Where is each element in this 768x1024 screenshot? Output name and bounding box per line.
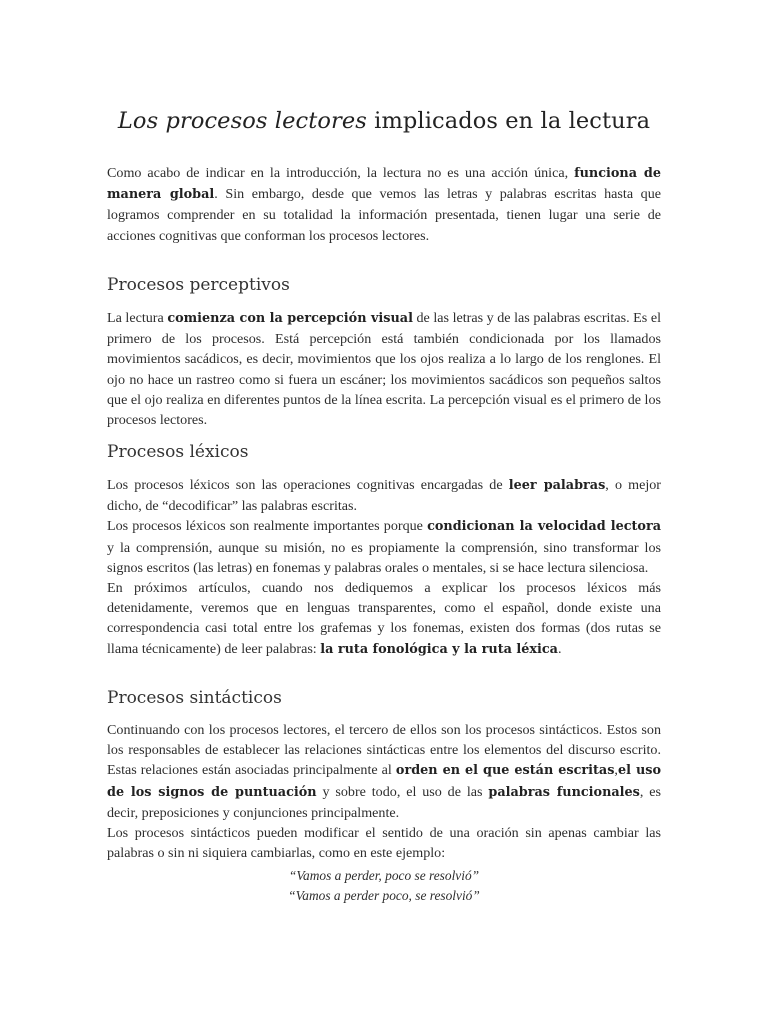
lexicos-p2-text-1: Los procesos léxicos son realmente importantes porque [107,518,428,535]
lexicos-body [107,475,661,660]
lexicos-p3-bold-1: la ruta fonológica y la ruta léxica [320,641,558,657]
intro-bold-1: funciona de manera global [107,166,661,203]
lexicos-p3-text-2: . [557,640,562,657]
lexicos-paragraph-2 [107,516,661,578]
sintacticos-p1-bold-1: orden en el que están escritas [395,763,615,779]
section-heading-lexicos: Procesos léxicos [107,442,249,462]
section-heading-sintacticos: Procesos sintácticos [107,688,282,708]
lexicos-p2-bold-1: condicionan la velocidad lectora [427,519,661,535]
sintacticos-p1-text-1: Continuando con los procesos lectores, el tercero de ellos son los procesos sintácticos. Estos son los responsables de establecer las relaciones sintácticas entre los elementos del discurso escrito. Estas relaciones están asociadas principalmente al [107,722,661,779]
lexicos-p1-text-1: Los procesos léxicos son las operaciones cognitivas encargadas de [107,477,509,493]
lexicos-paragraph-3 [107,578,661,660]
perceptivos-text-1: La lectura [107,310,168,326]
title-rest: implicados en la lectura [366,108,651,134]
sintacticos-p1-text-2: , [614,762,618,779]
page-title [0,108,768,134]
lexicos-p1-bold-1: leer palabras [508,478,606,493]
sintacticos-p1-text-3: y sobre todo, el uso de las [316,783,489,800]
example-quote-2: “Vamos a perder poco, se resolvió” [288,888,480,903]
intro-paragraph [107,163,661,246]
lexicos-p1-text-2: , o mejor dicho, de “decodificar” las palabras escritas. [107,477,662,515]
perceptivos-bold-1: comienza con la percepción visual [167,311,413,326]
sintacticos-p1-text-4: , es decir, preposiciones y conjunciones principalmente. [107,783,662,821]
sintacticos-paragraph-1 [107,720,661,823]
sintacticos-paragraph-2: Los procesos sintácticos pueden modificar el sentido de una oración sin apenas cambiar las palabras o sin ni siquiera cambiarlas, como en este ejemplo: [107,825,661,862]
intro-text-1: Como acabo de indicar en la introducción, la lectura no es una acción única, [107,165,575,181]
perceptivos-text-2: de las letras y de las palabras escritas. Es el primero de los procesos. Está percepción está también condicionada por los llamados movimientos sacádicos, es decir, movimientos que los ojos realiza a lo largo de los renglones. El ojo no hace un rastreo como si fuera un escáner; los movimientos sacádicos son pequeños saltos que el ojo realiza en diferentes puntos de la línea escrita. La percepción visual es el primero de los procesos lectores. [107,310,661,429]
lexicos-p2-text-2: y la comprensión, aunque su misión, no es propiamente la comprensión, sino transformar los signos escritos (las letras) en fonemas y palabras orales o mentales, si se hace lectura silenciosa. [107,539,661,576]
sintacticos-body [107,720,661,863]
sintacticos-p1-bold-2: el uso de los signos de puntuación [107,763,661,800]
sintacticos-p1-bold-3: palabras funcionales [488,784,640,800]
lexicos-p3-text-1: En próximos artículos, cuando nos dediquemos a explicar los procesos léxicos más detenidamente, veremos que en lenguas transparentes, como el español, donde existe una correspondencia casi total entre los grafemas y los fonemas, existen dos formas (dos rutas se llama técnicamente) de leer palabras: [107,580,661,657]
perceptivos-paragraph [107,308,661,430]
intro-text-2: . Sin embargo, desde que vemos las letras y palabras escritas hasta que logramos comprender en su totalidad la información presentada, tienen lugar una serie de acciones cognitivas que conforman los procesos lectores. [107,186,661,244]
lexicos-paragraph-1 [107,475,661,516]
example-quote-1: “Vamos a perder, poco se resolvió” [288,868,480,883]
section-heading-perceptivos: Procesos perceptivos [107,275,290,295]
title-italic-part: Los procesos lectores [117,108,367,134]
